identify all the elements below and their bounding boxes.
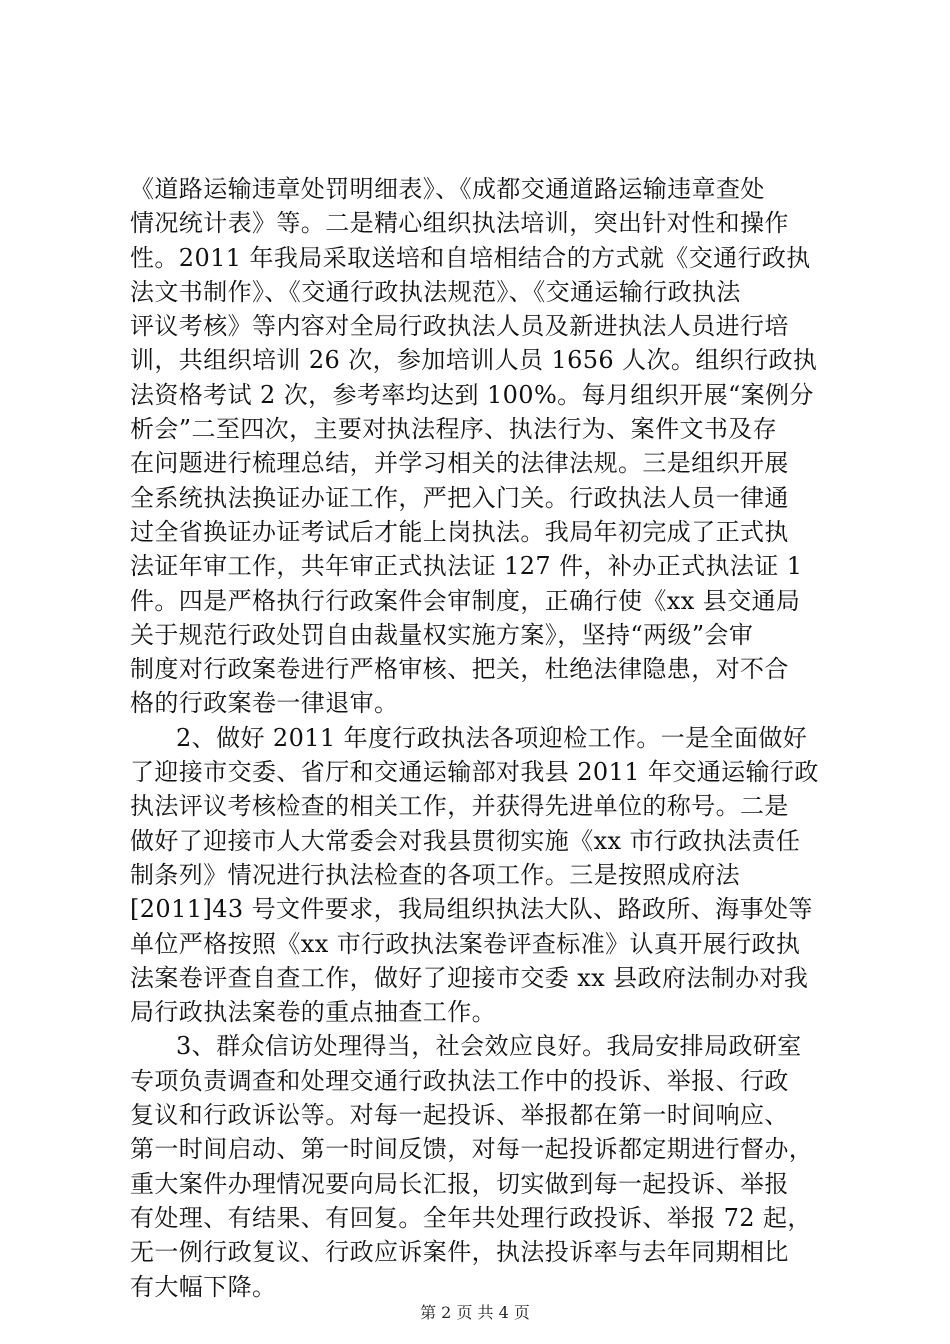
paragraph-start-line: 3、群众信访处理得当，社会效应良好。我局安排局政研室 — [176, 1032, 802, 1061]
text-line: 第一时间启动、第一时间反馈，对每一起投诉都定期进行督办， — [130, 1135, 814, 1164]
text-line: 析会”二至四次，主要对执法程序、执法行为、案件文书及存 — [130, 415, 778, 444]
text-line: 关于规范行政处罚自由裁量权实施方案》，坚持“两级”会审 — [130, 620, 754, 649]
text-line: 了迎接市交委、省厅和交通运输部对我县 2011 年交通运输行政 — [130, 758, 819, 787]
text-line: 全系统执法换证办证工作，严把入门关。行政执法人员一律通 — [130, 483, 789, 512]
text-line: 在问题进行梳理总结，并学习相关的法律法规。三是组织开展 — [130, 449, 789, 478]
paragraph-start-line: 2、做好 2011 年度行政执法各项迎检工作。一是全面做好 — [176, 723, 808, 752]
text-line: 法案卷评查自查工作，做好了迎接市交委 xx 县政府法制办对我 — [130, 963, 809, 992]
text-line: 执法评议考核检查的相关工作，并获得先进单位的称号。二是 — [130, 792, 789, 821]
text-line: 法资格考试 2 次，参考率均达到 100%。每月组织开展“案例分 — [130, 380, 814, 409]
text-line: 无一例行政复议、行政应诉案件，执法投诉率与去年同期相比 — [130, 1238, 789, 1267]
text-line: 性。2011 年我局采取送培和自培相结合的方式就《交通行政执 — [130, 243, 811, 272]
text-line: [2011]43 号文件要求，我局组织执法大队、路政所、海事处等 — [130, 895, 813, 924]
text-line: 件。四是严格执行行政案件会审制度，正确行使《xx 县交通局 — [130, 586, 801, 615]
text-line: 评议考核》等内容对全局行政执法人员及新进执法人员进行培 — [130, 312, 789, 341]
text-line: 局行政执法案卷的重点抽查工作。 — [130, 998, 496, 1027]
text-line: 训，共组织培训 26 次，参加培训人员 1656 人次。组织行政执 — [130, 346, 818, 375]
text-line: 法文书制作》、《交通行政执法规范》、《交通运输行政执法 — [130, 277, 741, 306]
document-body — [130, 172, 830, 1304]
text-line: 《道路运输违章处罚明细表》、《成都交通道路运输违章查处 — [130, 175, 765, 203]
text-line: 过全省换证办证考试后才能上岗执法。我局年初完成了正式执 — [130, 517, 789, 546]
text-line: 法证年审工作，共年审正式执法证 127 件，补办正式执法证 1 — [130, 552, 803, 581]
page-footer: 第 2 页 共 4 页 — [420, 1303, 530, 1322]
text-line: 有大幅下降。 — [130, 1272, 277, 1301]
text-line: 单位严格按照《xx 市行政执法案卷评查标准》认真开展行政执 — [130, 929, 801, 958]
text-line: 制条列》情况进行执法检查的各项工作。三是按照成府法 — [130, 860, 740, 889]
text-line: 复议和行政诉讼等。对每一起投诉、举报都在第一时间响应、 — [130, 1101, 789, 1130]
text-line: 有处理、有结果、有回复。全年共处理行政投诉、举报 72 起， — [130, 1203, 812, 1232]
text-line: 专项负责调查和处理交通行政执法工作中的投诉、举报、行政 — [130, 1066, 789, 1095]
text-line: 格的行政案卷一律退审。 — [130, 689, 399, 718]
text-line: 做好了迎接市人大常委会对我县贯彻实施《xx 市行政执法责任 — [130, 826, 801, 855]
text-line: 情况统计表》等。二是精心组织执法培训，突出针对性和操作 — [130, 209, 789, 238]
text-line: 重大案件办理情况要向局长汇报，切实做到每一起投诉、举报 — [130, 1169, 789, 1198]
text-line: 制度对行政案卷进行严格审核、把关，杜绝法律隐患，对不合 — [130, 655, 789, 684]
